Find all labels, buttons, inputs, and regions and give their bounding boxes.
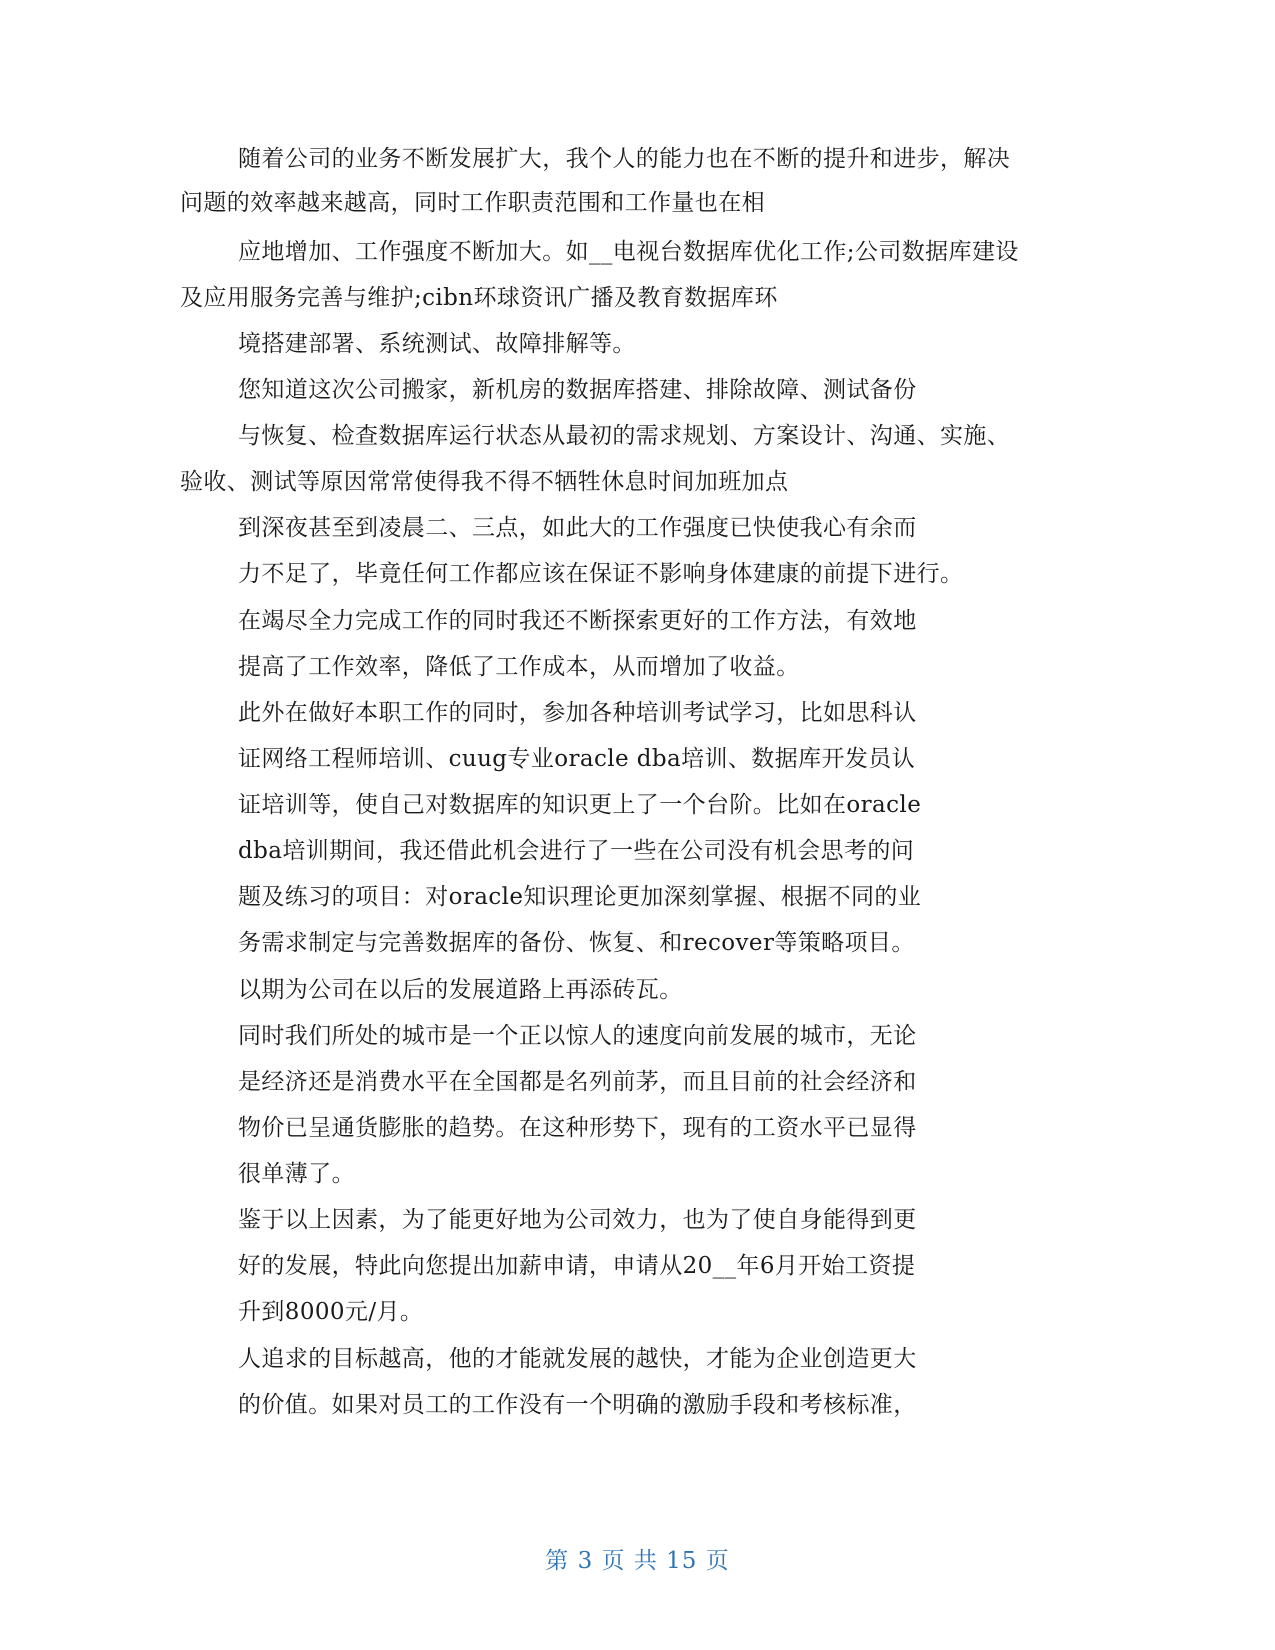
text-line: 与恢复、检查数据库运行状态从最初的需求规划、方案设计、沟通、实施、 [238,423,1011,449]
text-line: 到深夜甚至到凌晨二、三点，如此大的工作强度已快使我心有余而 [238,515,917,541]
text-line: 随着公司的业务不断发展扩大，我个人的能力也在不断的提升和进步，解决 [238,146,1011,172]
text-line: 及应用服务完善与维护;cibn环球资讯广播及教育数据库环 [180,285,778,311]
text-line: 很单薄了。 [238,1161,355,1187]
text-line: 境搭建部署、系统测试、故障排解等。 [238,331,636,357]
text-line: 题及练习的项目：对oracle知识理论更加深刻掌握、根据不同的业 [238,884,922,910]
text-line: 以期为公司在以后的发展道路上再添砖瓦。 [238,977,683,1003]
text-line: 应地增加、工作强度不断加大。如__电视台数据库优化工作;公司数据库建设 [238,239,1019,265]
text-line: 力不足了，毕竟任何工作都应该在保证不影响身体建康的前提下进行。 [238,561,964,587]
text-line: 证网络工程师培训、cuug专业oracle dba培训、数据库开发员认 [238,746,916,772]
text-line: 在竭尽全力完成工作的同时我还不断探索更好的工作方法，有效地 [238,608,917,634]
text-line: 是经济还是消费水平在全国都是名列前茅，而且目前的社会经济和 [238,1069,917,1095]
text-line: dba培训期间，我还借此机会进行了一些在公司没有机会思考的问 [238,838,915,864]
text-line: 验收、测试等原因常常使得我不得不牺牲休息时间加班加点 [180,469,789,495]
text-line: 升到8000元/月。 [238,1299,424,1325]
text-line: 好的发展，特此向您提出加薪申请，申请从20__年6月开始工资提 [238,1253,916,1279]
text-line: 您知道这次公司搬家，新机房的数据库搭建、排除故障、测试备份 [238,377,917,403]
text-line: 此外在做好本职工作的同时，参加各种培训考试学习，比如思科认 [238,700,917,726]
text-line: 的价值。如果对员工的工作没有一个明确的激励手段和考核标准， [238,1392,917,1418]
text-line: 证培训等，使自己对数据库的知识更上了一个台阶。比如在oracle [238,792,922,818]
text-line: 鉴于以上因素，为了能更好地为公司效力，也为了使自身能得到更 [238,1207,917,1233]
text-line: 人追求的目标越高，他的才能就发展的越快，才能为企业创造更大 [238,1346,917,1372]
text-line: 物价已呈通货膨胀的趋势。在这种形势下，现有的工资水平已显得 [238,1115,917,1141]
text-line: 提高了工作效率，降低了工作成本，从而增加了收益。 [238,654,800,680]
page-number-label: 第 3 页 共 15 页 [545,1548,730,1574]
page-number-footer [0,1542,1275,1575]
text-line: 问题的效率越来越高，同时工作职责范围和工作量也在相 [180,190,765,216]
text-line: 务需求制定与完善数据库的备份、恢复、和recover等策略项目。 [238,930,915,956]
text-line: 同时我们所处的城市是一个正以惊人的速度向前发展的城市，无论 [238,1023,917,1049]
